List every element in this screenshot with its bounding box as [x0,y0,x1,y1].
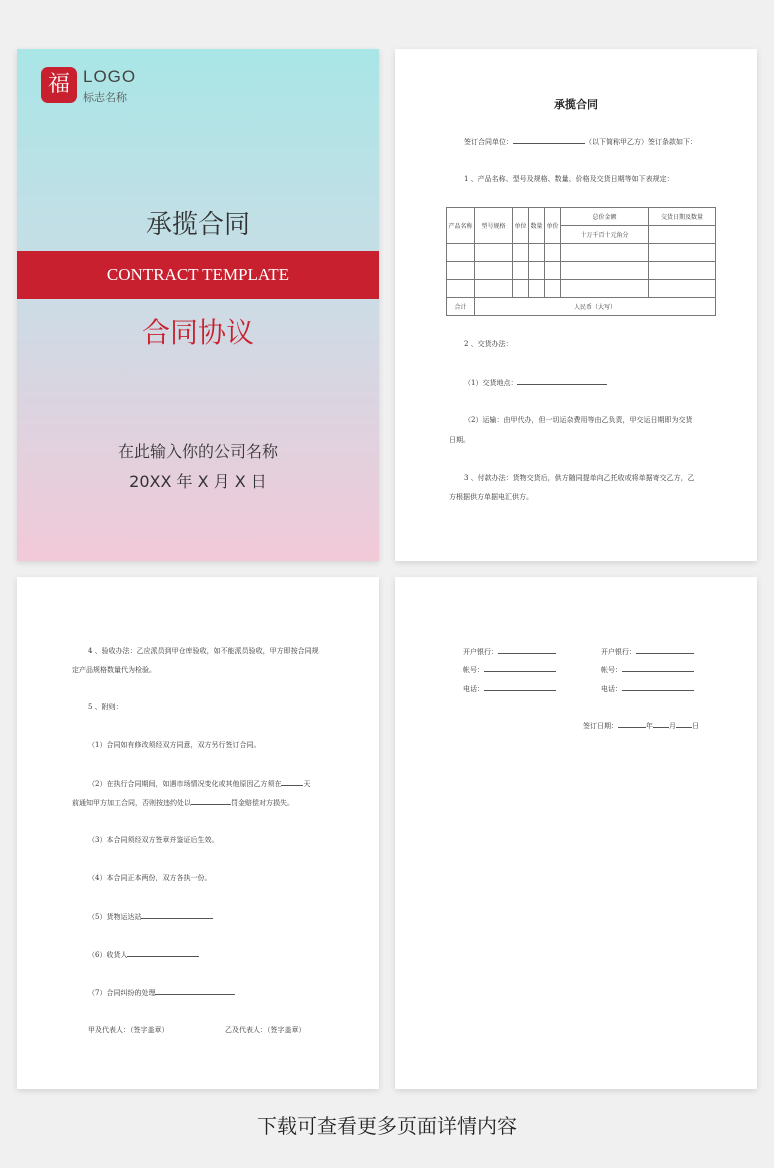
cover-date: 20XX 年 X 月 X 日 [129,472,267,491]
clause-5-6 [88,949,199,960]
clause-5-4: （4）本合同正本两份，双方各执一份。 [88,874,212,882]
blank-field [498,646,556,654]
blank-field [484,683,556,691]
blank-field [618,720,646,728]
blank-field [155,987,235,995]
band-text: CONTRACT TEMPLATE [106,265,290,284]
day-label: 日 [692,722,699,730]
phone-a [463,683,556,694]
header-total: 总价金额 [561,208,649,226]
bank-label: 开户银行： [601,648,636,656]
header-name: 产品名称 [447,208,475,244]
company-name: 在此输入你的公司名称 [117,442,278,461]
signature-a: 甲及代表人：（签字盖章） [88,1026,169,1034]
blank-field [622,664,694,672]
account-b [601,664,694,675]
header-delivery: 交货日期及数量 [649,208,716,226]
blank-field [513,136,585,144]
table-row [447,280,716,298]
blank-field [127,949,199,957]
contract-page-2 [17,577,379,1089]
clause-2-2a: （2）运输：由甲代办，但一切运杂费用等由乙负责，甲交运日期即为交货 [464,416,693,424]
bank-a [463,646,556,657]
clause-2-1 [464,377,607,388]
account-a [463,664,556,675]
product-table [446,207,716,316]
bank-b [601,646,694,657]
contract-page-3 [395,577,757,1089]
blank-field [676,720,692,728]
total-value: 人民币（大写） [475,298,716,316]
blank-field [653,720,669,728]
logo-subtitle: 标志名称 [83,91,127,104]
contract-page-1 [395,49,757,561]
clause-5-3: （3）本合同须经双方签章并鉴证后生效。 [88,836,219,844]
intro-label: 签订合同单位： [464,138,513,146]
intro-line [464,136,697,147]
clause-5: 5 、附则： [88,703,123,711]
header-unit: 单位 [513,208,529,244]
year-label: 年 [646,722,653,730]
document-title: 承揽合同 [554,98,598,111]
consignee-label: （6）收货人 [88,951,128,959]
account-label: 帐号： [601,666,622,674]
clause-5-2b-suffix: 罚金赔偿对方损失。 [231,799,294,807]
phone-label: 电话： [601,685,622,693]
clause-2-2b: 日期。 [449,436,470,444]
intro-suffix: （以下简称甲乙方）签订条款如下： [585,138,697,146]
cover-subtitle: 合同协议 [141,316,254,349]
clause-5-1: （1）合同如有修改须经双方同意，双方另行签订合同。 [88,741,261,749]
clause-2: 2 、交货办法： [464,340,513,348]
cover-title: 承揽合同 [145,210,250,240]
footer-caption: 下载可查看更多页面详情内容 [257,1114,517,1138]
clause-4b: 定产品规格数量代为检验。 [72,666,156,674]
dispute-label: （7）合同纠纷的处理 [88,989,156,997]
table-total-row [447,298,716,316]
clause-5-2a [88,778,310,789]
clause-3a: 3 、付款办法：货物交货后，供方随同提单向乙托收或将单据寄交乙方，乙 [464,474,695,482]
table-row [447,262,716,280]
bank-label: 开户银行： [463,648,498,656]
table-cell [649,226,716,244]
header-total-sub: 十万千百十元角分 [561,226,649,244]
station-label: （5）货物运达站 [88,913,142,921]
blank-field [636,646,694,654]
blank-field [281,778,303,786]
clause-1: 1 、产品名称、型号及规格、数量、价格及交货日期等如下表规定： [464,175,674,183]
total-label: 合计 [447,298,475,316]
header-qty: 数量 [529,208,545,244]
delivery-place-label: （1）交货地点： [464,379,518,387]
logo-icon: 福 [41,67,77,103]
date-label: 签订日期： [583,722,618,730]
month-label: 月 [669,722,676,730]
table-row [447,244,716,262]
clause-5-2b [72,797,294,808]
clause-5-5 [88,911,213,922]
blank-field [622,683,694,691]
logo-text: LOGO [83,67,137,86]
header-price: 单价 [545,208,561,244]
clause-5-2a-text: （2）在执行合同期间，如遇市场情况变化或其他原因乙方须在 [88,780,282,788]
blank-field [141,911,213,919]
blank-field [191,797,231,805]
blank-field [484,664,556,672]
clause-5-2a-suffix: 天 [303,780,311,788]
sign-date [583,720,699,731]
cover-page [17,49,379,561]
phone-label: 电话： [463,685,484,693]
clause-5-7 [88,987,235,998]
signature-b: 乙及代表人：（签字盖章） [225,1026,306,1034]
phone-b [601,683,694,694]
clause-3b: 方根据供方单据电汇供方。 [449,493,533,501]
blank-field [517,377,607,385]
header-model: 型号规格 [475,208,513,244]
clause-4a: 4 、验收办法：乙应派员到甲仓库验收，如不能派员验收，甲方即按合同规 [88,647,319,655]
account-label: 帐号： [463,666,484,674]
clause-5-2b-text: 前通知甲方加工合同，否则按违约处以 [72,799,191,807]
